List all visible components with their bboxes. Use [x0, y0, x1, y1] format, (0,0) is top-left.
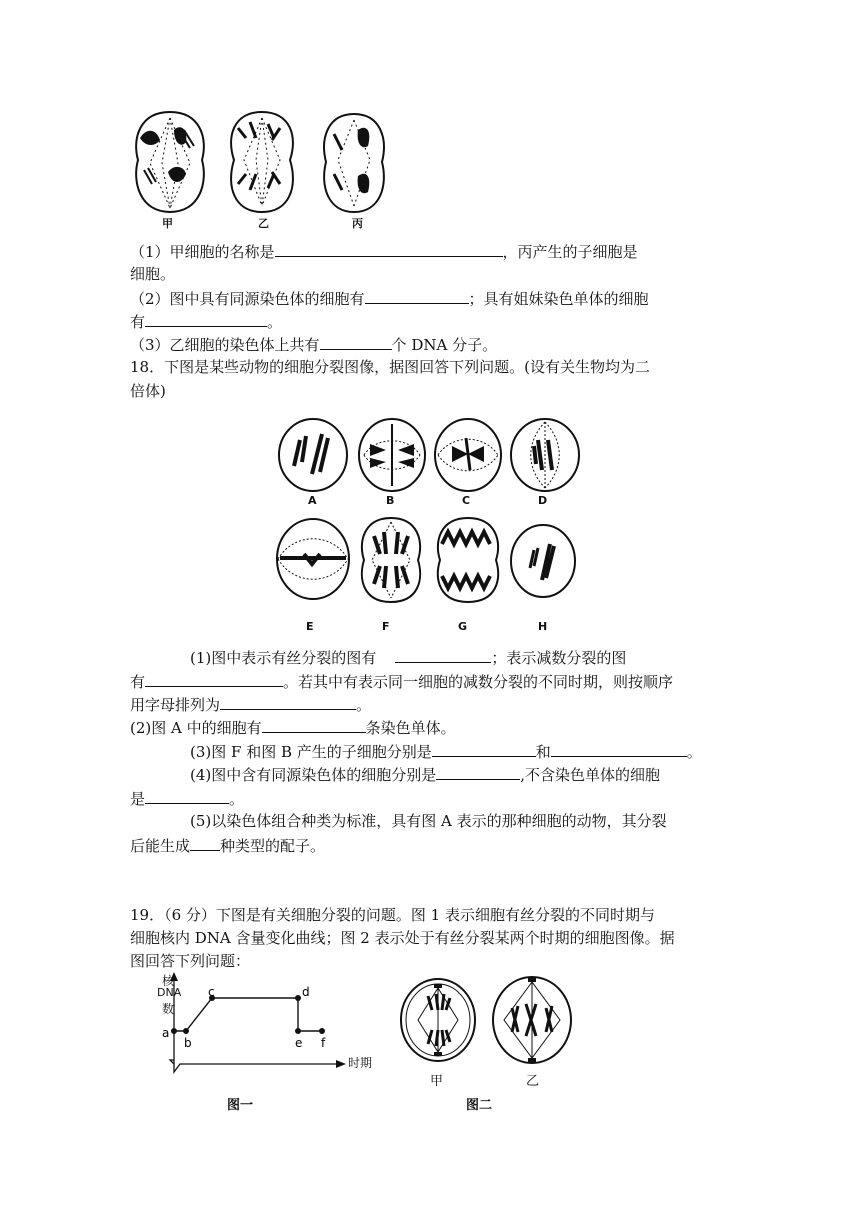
- y-axis-label-1: 核: [162, 974, 175, 988]
- cell-label-A: A: [308, 494, 317, 507]
- figure-1-caption: 图一: [227, 1098, 254, 1113]
- point-label-f: f: [321, 1036, 326, 1050]
- point-label-c: c: [208, 985, 215, 999]
- q19-line-3: 图回答下列问题：: [130, 952, 251, 970]
- cell-G-drawing: [430, 514, 506, 606]
- cell-yi-drawing: [224, 108, 300, 218]
- point-label-b: b: [184, 1036, 192, 1050]
- q18-part-4: (4)图中含有同源染色体的细胞分别是 ,不含染色单体的细胞: [190, 763, 660, 786]
- q17-line-1: （1）甲细胞的名称是 ，丙产生的子细胞是: [130, 240, 638, 263]
- data-point-e: [295, 1028, 301, 1034]
- answer-blank[interactable]: [145, 310, 267, 327]
- mitosis-cell-label-jia: 甲: [430, 1074, 444, 1089]
- cell-label-H: H: [538, 620, 548, 633]
- cell-H-drawing: [508, 522, 578, 600]
- cell-label-D: D: [538, 494, 548, 507]
- mitosis-cell-yi-drawing: [490, 974, 574, 1066]
- y-axis-label-2: DNA: [157, 986, 182, 999]
- x-axis-arrow-icon: [336, 1060, 346, 1068]
- q19-line-1: 19．（6 分）下图是有关细胞分裂的问题。图 1 表示细胞有丝分裂的不同时期与: [130, 906, 655, 924]
- mitosis-cell-jia-drawing: [398, 976, 478, 1064]
- data-point-d: [295, 995, 301, 1001]
- cell-label-F: F: [382, 620, 390, 633]
- q18-part-2: (2)图 A 中的细胞有 条染色单体。: [130, 716, 456, 739]
- answer-blank[interactable]: [551, 740, 687, 757]
- cell-label-C: C: [462, 494, 471, 507]
- q18-part-4-line-2: 是 。: [130, 787, 244, 810]
- figure-2-caption: 图二: [466, 1098, 493, 1113]
- dna-series-line: [174, 998, 322, 1031]
- mitosis-cell-label-yi: 乙: [526, 1074, 540, 1089]
- point-label-a: a: [162, 1026, 170, 1040]
- y-axis-label-3: 数: [162, 1002, 175, 1016]
- answer-blank[interactable]: [432, 740, 536, 757]
- data-point-f: [319, 1028, 325, 1034]
- x-axis-label: 时期: [348, 1056, 373, 1070]
- answer-blank[interactable]: [190, 834, 220, 851]
- cell-label-yi: 乙: [258, 217, 269, 230]
- q18-title-line-2: 倍体): [130, 382, 166, 400]
- dna-content-chart: [150, 966, 380, 1076]
- q17-line-2: （2）图中具有同源染色体的细胞有 ；具有姐妹染色单体的细胞: [130, 287, 649, 310]
- q18-part-1-line-3: 用字母排列为 。: [130, 693, 371, 716]
- q19-line-2: 细胞核内 DNA 含量变化曲线；图 2 表示处于有丝分裂某两个时期的细胞图像。据: [130, 929, 675, 947]
- cell-A-drawing: [276, 416, 350, 494]
- cell-label-B: B: [386, 494, 395, 507]
- cell-label-bing: 丙: [352, 217, 363, 230]
- q17-line-3: （3）乙细胞的染色体上共有 个 DNA 分子。: [130, 333, 497, 356]
- cell-jia-drawing: [130, 108, 210, 218]
- answer-blank[interactable]: [365, 287, 469, 304]
- q18-title-line-1: 18．下图是某些动物的细胞分裂图像，据图回答下列问题。(设有关生物均为二: [130, 358, 650, 376]
- answer-blank[interactable]: [275, 240, 503, 257]
- q18-part-5-line-2: 后能生成 种类型的配子。: [130, 834, 325, 857]
- data-point-b: [183, 1028, 189, 1034]
- answer-blank[interactable]: [320, 333, 392, 350]
- cell-C-drawing: [432, 416, 504, 494]
- q17-line-1-cont: 细胞。: [130, 265, 176, 283]
- answer-blank[interactable]: [262, 716, 366, 733]
- cell-label-G: G: [458, 620, 468, 633]
- cell-D-drawing: [508, 416, 582, 494]
- q18-part-1: (1)图中表示有丝分裂的图有 ；表示减数分裂的图: [190, 646, 626, 669]
- q18-part-3: (3)图 F 和图 B 产生的子细胞分别是 和 。: [190, 740, 702, 763]
- point-label-d: d: [302, 985, 310, 999]
- cell-F-drawing: [354, 514, 428, 606]
- q18-part-1-line-2: 有 。若其中有表示同一细胞的减数分裂的不同时期，则按顺序: [130, 670, 673, 693]
- q18-part-5: (5)以染色体组合种类为标准，具有图 A 表示的那种细胞的动物，其分裂: [190, 812, 667, 830]
- answer-blank[interactable]: [145, 670, 283, 687]
- x-axis: [170, 1060, 340, 1072]
- cell-E-drawing: [274, 514, 352, 604]
- data-point-a: [171, 1028, 177, 1034]
- answer-blank[interactable]: [436, 763, 520, 780]
- cell-B-drawing: [356, 416, 428, 494]
- q17-line-2-cont: 有 。: [130, 310, 282, 333]
- cell-bing-drawing: [318, 110, 390, 216]
- cell-label-E: E: [306, 620, 314, 633]
- answer-blank[interactable]: [395, 646, 491, 663]
- answer-blank[interactable]: [220, 693, 356, 710]
- cell-label-jia: 甲: [162, 217, 173, 230]
- point-label-e: e: [295, 1036, 303, 1050]
- answer-blank[interactable]: [145, 787, 229, 804]
